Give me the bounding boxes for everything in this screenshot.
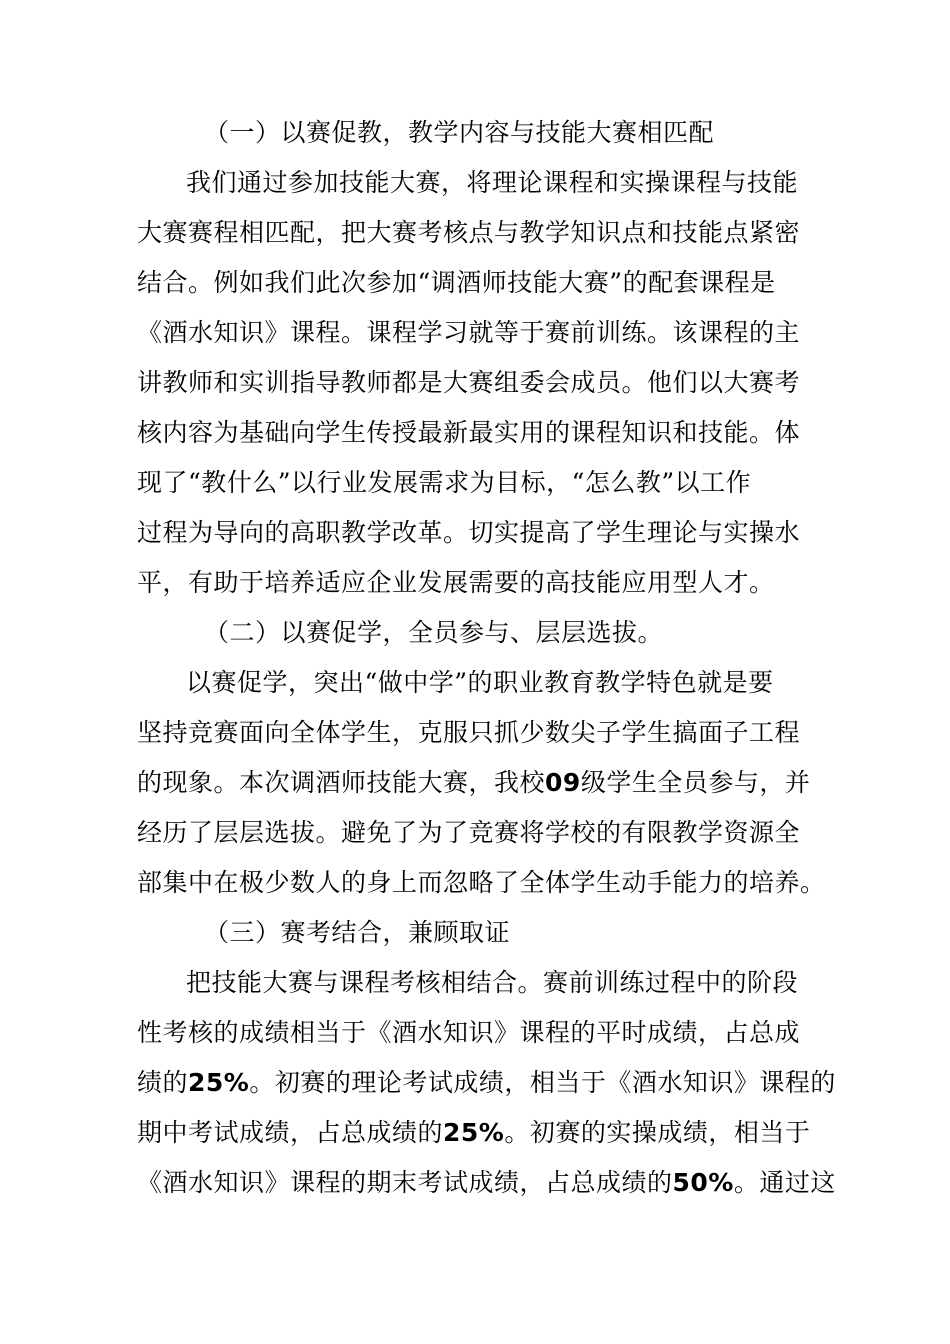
paragraph-line: 坚持竞赛面向全体学生，克服只抓少数尖子学生搞面子工程 [137, 718, 801, 747]
paragraph-line: 大赛赛程相匹配，把大赛考核点与教学知识点和技能点紧密 [137, 218, 801, 247]
paragraph-line: 讲教师和实训指导教师都是大赛组委会成员。他们以大赛考 [137, 368, 801, 397]
paragraph-line: 我们通过参加技能大赛，将理论课程和实操课程与技能 [186, 168, 799, 197]
paragraph-line: 经历了层层选拔。避免了为了竞赛将学校的有限教学资源全 [137, 818, 801, 847]
number-value: 09 [545, 768, 581, 797]
text-segment: 的现象。本次调酒师技能大赛，我校 [137, 768, 546, 797]
text-segment: 《酒水知识》课程的期末考试成绩，占总成绩的 [137, 1168, 673, 1197]
number-value: 25% [443, 1118, 505, 1147]
text-segment: 期中考试成绩，占总成绩的 [137, 1118, 444, 1147]
paragraph-line: 结合。例如我们此次参加“调酒师技能大赛”的配套课程是 [137, 268, 776, 297]
paragraph-line: 性考核的成绩相当于《酒水知识》课程的平时成绩，占总成 [137, 1018, 801, 1047]
text-segment: 。初赛的理论考试成绩，相当于《酒水知识》课程的 [249, 1068, 836, 1097]
paragraph-line: 过程为导向的高职教学改革。切实提高了学生理论与实操水 [137, 518, 801, 547]
section-heading-3: （三）赛考结合，兼顾取证 [204, 918, 511, 947]
section-heading-1: （一）以赛促教，教学内容与技能大赛相匹配 [204, 118, 715, 147]
text-segment: 绩的 [137, 1068, 189, 1097]
paragraph-line [137, 1118, 810, 1148]
paragraph-line [137, 1168, 836, 1198]
paragraph-line: 《酒水知识》课程。课程学习就等于赛前训练。该课程的主 [137, 318, 801, 347]
paragraph-line: 平，有助于培养适应企业发展需要的高技能应用型人才。 [137, 568, 775, 597]
number-value: 50% [672, 1168, 734, 1197]
paragraph-line [137, 1068, 836, 1098]
paragraph-line: 以赛促学，突出“做中学”的职业教育教学特色就是要 [186, 668, 774, 697]
paragraph-line: 核内容为基础向学生传授最新最实用的课程知识和技能。体 [137, 418, 801, 447]
number-value: 25% [188, 1068, 250, 1097]
text-segment: 。通过这 [733, 1168, 836, 1197]
text-segment: 级学生全员参与，并 [580, 768, 811, 797]
section-heading-2: （二）以赛促学，全员参与、层层选拔。 [204, 618, 664, 647]
paragraph-line: 现了“教什么”以行业发展需求为目标，“怎么教”以工作 [137, 468, 752, 497]
paragraph-line: 把技能大赛与课程考核相结合。赛前训练过程中的阶段 [186, 968, 799, 997]
paragraph-line [137, 768, 810, 798]
paragraph-line: 部集中在极少数人的身上而忽略了全体学生动手能力的培养。 [137, 868, 826, 897]
text-segment: 。初赛的实操成绩，相当于 [504, 1118, 811, 1147]
